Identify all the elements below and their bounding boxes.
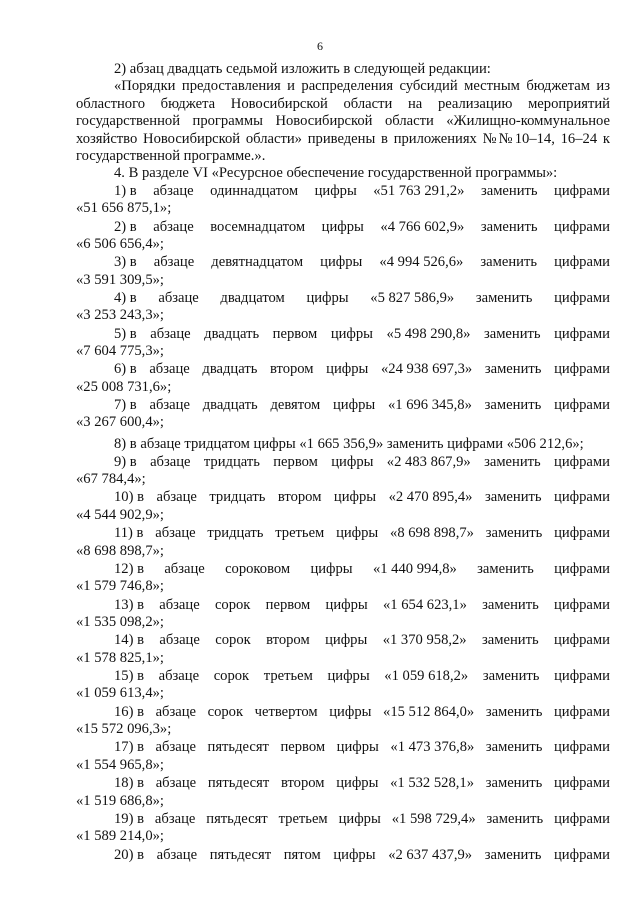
amendment-item-line (76, 454, 610, 471)
amendment-word: 13) в (114, 596, 144, 613)
amendment-word: цифры (326, 361, 369, 378)
amendment-item (76, 397, 610, 432)
amendment-word: «15 512 864,0» (383, 703, 475, 720)
amendment-item (76, 525, 610, 560)
amendment-word: тридцать (207, 525, 264, 542)
amendment-word: заменить (482, 632, 539, 649)
amendment-word: сорок (215, 632, 251, 649)
amendment-word: 17) в (114, 739, 144, 756)
amendment-word: «1 598 729,4» (391, 810, 476, 827)
amendment-item-line (76, 219, 610, 236)
amendment-item-line (76, 811, 610, 828)
amendment-item (76, 704, 610, 739)
amendment-word: втором (269, 361, 314, 378)
amendment-item-line (76, 397, 610, 414)
amendment-item-line (76, 525, 610, 542)
amendment-word: цифрами (554, 632, 610, 649)
amendment-word: цифры (321, 218, 364, 235)
amendment-word: пятьдесят (209, 846, 272, 863)
amendment-word: девятом (270, 397, 321, 414)
amendment-word: 14) в (114, 632, 144, 649)
amendment-word: цифры (329, 703, 372, 720)
amendment-word: пятом (283, 846, 321, 863)
amendment-item-line (76, 847, 610, 864)
amendment-word: четвертом (254, 703, 318, 720)
amendment-item (76, 254, 610, 289)
amendment-word: цифрами (554, 667, 610, 684)
amendment-word: восемнадцатом (210, 218, 306, 235)
amendment-word: первом (273, 453, 318, 470)
amendment-word: заменить (477, 560, 534, 577)
amendment-new-value: «15 572 096,3»; (76, 721, 172, 738)
amendment-word: абзаце (150, 453, 191, 470)
amendment-word: заменить (486, 810, 544, 827)
amendment-item (76, 290, 610, 325)
amendment-word: заменить (483, 325, 541, 342)
amendment-word: цифры (336, 739, 379, 756)
amendment-word: тридцать (203, 453, 260, 470)
amendment-word: «4 766 602,9» (380, 218, 465, 235)
amendment-word: пятьдесят (207, 775, 270, 792)
amendment-new-value: «25 008 731,6»; (76, 378, 172, 395)
amendment-word: «51 763 291,2» (373, 182, 465, 199)
amendment-word: 18) в (114, 775, 144, 792)
amendment-word: заменить (475, 289, 533, 306)
amendment-item-text: 8) в абзаце тридцатом цифры «1 665 356,9» заменить цифрами «506 212,6»; (114, 435, 584, 452)
amendment-word: абзаце (153, 254, 195, 271)
amendment-item (76, 183, 610, 218)
amendment-item-line (76, 254, 610, 271)
amendment-item-line (76, 290, 610, 307)
amendment-word: цифрами (554, 325, 610, 342)
amendment-word: втором (277, 489, 322, 506)
amendment-item-line (76, 489, 610, 506)
amendment-word: цифры (330, 325, 373, 342)
amendment-word: цифрами (554, 361, 610, 378)
amendment-new-value: «1 579 746,8»; (76, 578, 164, 595)
amendment-word: заменить (480, 182, 538, 199)
amendment-item (76, 847, 610, 864)
amendment-item-line (76, 704, 610, 721)
amendment-word: цифры (325, 632, 368, 649)
amendment-word: «2 483 867,9» (386, 453, 471, 470)
amendment-word: 4) в (114, 289, 137, 306)
amendment-new-value: «1 519 686,8»; (76, 792, 164, 809)
amendment-word: заменить (485, 703, 543, 720)
amendment-new-value: «3 267 600,4»; (76, 414, 164, 431)
amendment-word: абзаце (158, 667, 200, 684)
amendment-word: «1 654 623,1» (382, 596, 467, 613)
amendment-word: первом (272, 325, 318, 342)
amendment-item-line (76, 326, 610, 343)
amendment-word: цифры (333, 489, 377, 506)
amendment-word: «1 473 376,8» (390, 739, 475, 756)
amendment-word: абзаце (149, 397, 190, 414)
amendment-word: «1 440 994,8» (372, 560, 457, 577)
amendment-word: пятьдесят (207, 739, 269, 756)
amendment-word: втором (280, 775, 325, 792)
amendment-word: 12) в (114, 560, 144, 577)
amendment-item-line (76, 668, 610, 685)
amendment-item-line (76, 632, 610, 649)
amendment-word: 15) в (114, 667, 144, 684)
amendment-word: абзаце (155, 703, 197, 720)
amendment-word: цифры (338, 810, 381, 827)
amendment-word: 6) в (114, 361, 137, 378)
amendment-word: «1 370 958,2» (382, 632, 467, 649)
amendment-item (76, 436, 610, 453)
amendment-word: двадцать (204, 325, 260, 342)
amendment-word: абзаце (155, 525, 196, 542)
amendment-item (76, 561, 610, 596)
amendment-word: «2 637 437,9» (388, 846, 473, 863)
amendment-word: абзаце (164, 560, 205, 577)
amendment-new-value: «1 578 825,1»; (76, 649, 164, 666)
page-number: 6 (317, 39, 323, 53)
amendment-word: цифры (306, 289, 349, 306)
amendment-item-line (76, 361, 610, 378)
amendment-word: заменить (485, 525, 543, 542)
amendment-word: цифрами (554, 846, 610, 863)
amendment-word: 10) в (114, 489, 144, 506)
amendment-word: цифрами (554, 453, 610, 470)
amendment-item (76, 326, 610, 361)
amendment-item (76, 632, 610, 667)
amendment-item-line (76, 597, 610, 614)
amendment-word: заменить (484, 361, 542, 378)
amendment-new-value: «1 554 965,8»; (76, 756, 164, 773)
amendment-new-value: «3 253 243,3»; (76, 307, 164, 324)
amendment-new-value: «6 506 656,4»; (76, 235, 164, 252)
amendment-word: абзаце (150, 325, 191, 342)
amendment-word: цифрами (554, 397, 610, 414)
amendment-word: цифрами (554, 739, 610, 756)
amendment-word: третьем (278, 810, 328, 827)
amendment-word: цифры (320, 254, 363, 271)
amendment-word: абзаце (154, 810, 196, 827)
amendment-word: первом (265, 596, 311, 613)
amendment-word: цифры (336, 775, 379, 792)
amendment-word: 20) в (114, 846, 144, 863)
amendment-word: абзаце (153, 182, 194, 199)
amendment-word: цифры (327, 667, 370, 684)
amendment-word: цифры (310, 560, 353, 577)
amendment-word: «5 827 586,9» (370, 289, 455, 306)
amendment-item (76, 361, 610, 396)
amendment-item (76, 811, 610, 846)
amendment-word: третьем (263, 667, 313, 684)
amendment-word: 2) в (114, 218, 137, 235)
amendment-item (76, 454, 610, 489)
amendment-word: заменить (484, 397, 542, 414)
amendment-word: «5 498 290,8» (386, 325, 471, 342)
amendment-word: третьем (275, 525, 325, 542)
amendment-word: цифры (331, 453, 374, 470)
amendment-item-line (76, 775, 610, 792)
amendment-item (76, 597, 610, 632)
amendment-item-line (76, 739, 610, 756)
document-body (76, 61, 610, 864)
amendment-word: цифрами (554, 775, 610, 792)
amendment-new-value: «1 589 214,0»; (76, 828, 164, 845)
amendment-word: втором (266, 632, 310, 649)
amendment-word: цифры (333, 846, 376, 863)
amendment-word: 19) в (114, 810, 144, 827)
amendment-item (76, 739, 610, 774)
paragraph-amendment-intro: 2) абзац двадцать седьмой изложить в следующей редакции: (114, 61, 491, 77)
amendment-word: цифрами (554, 560, 610, 577)
amendment-word: цифры (336, 525, 379, 542)
amendment-new-value: «4 544 902,9»; (76, 506, 164, 523)
amendment-word: абзаце (158, 289, 199, 306)
amendment-word: заменить (484, 453, 541, 470)
amendment-new-value: «51 656 875,1»; (76, 200, 172, 217)
amendment-word: 5) в (114, 325, 137, 342)
amendment-item-line (76, 561, 610, 578)
amendment-word: цифрами (554, 218, 610, 235)
amendment-word: цифрами (554, 254, 610, 271)
amendment-word: «1 059 618,2» (384, 667, 469, 684)
amendment-word: 16) в (114, 703, 144, 720)
amendment-word: абзаце (149, 361, 190, 378)
amendment-word: сороковом (225, 560, 291, 577)
amendment-word: цифрами (554, 525, 610, 542)
amendment-word: «24 938 697,3» (380, 361, 473, 378)
amendment-word: абзаце (156, 489, 197, 506)
amendment-word: двадцать (202, 397, 258, 414)
amendment-new-value: «8 698 898,7»; (76, 542, 164, 559)
amendment-word: абзаце (155, 739, 196, 756)
amendment-word: цифры (325, 596, 368, 613)
amendment-word: абзаце (156, 846, 198, 863)
amendment-word: заменить (482, 596, 539, 613)
amendment-word: тридцать (209, 489, 266, 506)
amendment-word: абзаце (155, 775, 197, 792)
amendment-word: «8 698 898,7» (390, 525, 474, 542)
amendment-new-value: «7 604 775,3»; (76, 343, 164, 360)
amendment-word: цифрами (554, 182, 610, 199)
amendment-item (76, 668, 610, 703)
amendment-word: абзаце (159, 596, 200, 613)
paragraph-section-heading: 4. В разделе VI «Ресурсное обеспечение государственной программы»: (114, 165, 558, 182)
amendment-word: «1 532 528,1» (390, 775, 475, 792)
amendment-word: цифры (314, 182, 357, 199)
amendment-word: 3) в (114, 254, 137, 271)
amendment-word: заменить (480, 218, 538, 235)
amendment-word: 11) в (114, 525, 144, 542)
amendment-word: заменить (484, 489, 542, 506)
amendment-word: заменить (484, 846, 542, 863)
amendment-new-value: «3 591 309,5»; (76, 271, 164, 288)
amendment-word: цифрами (554, 703, 610, 720)
amendment-new-value: «1 535 098,2»; (76, 613, 164, 630)
amendment-new-value: «67 784,4»; (76, 471, 146, 488)
amendment-word: абзаце (153, 218, 194, 235)
amendment-item (76, 219, 610, 254)
paragraph-quoted-text: «Порядки предоставления и распределения субсидий местным бюджетам из областного бюджета Новосибирской области на реализацию мероприятий государственной программы Новосибирской области «Жилищно-коммунальное хозяйство Новосибирской области» приведены в приложениях №№10–14, 16–24 к государственной программе.». (76, 78, 610, 165)
amendment-word: «2 470 895,4» (388, 489, 473, 506)
amendment-word: заменить (482, 667, 540, 684)
amendment-word: пятьдесят (206, 810, 268, 827)
amendment-item-line (76, 183, 610, 200)
amendment-item (76, 775, 610, 810)
amendment-word: двадцатом (220, 289, 285, 306)
amendment-word: сорок (213, 667, 250, 684)
amendment-word: абзаце (159, 632, 200, 649)
amendment-word: 9) в (114, 453, 137, 470)
amendment-word: «1 696 345,8» (387, 397, 472, 414)
amendment-word: заменить (485, 775, 543, 792)
amendment-word: двадцать (202, 361, 258, 378)
amendment-word: «4 994 526,6» (379, 254, 464, 271)
amendment-word: одиннадцатом (210, 182, 299, 199)
amendment-word: заменить (480, 254, 538, 271)
amendment-word: цифрами (554, 596, 610, 613)
amendment-item (76, 489, 610, 524)
amendment-new-value: «1 059 613,4»; (76, 685, 164, 702)
amendment-word: 7) в (114, 397, 137, 414)
amendment-word: сорок (214, 596, 251, 613)
amendment-word: цифрами (554, 489, 610, 506)
amendment-word: 1) в (114, 182, 137, 199)
amendment-word: первом (280, 739, 326, 756)
amendment-word: цифры (333, 397, 376, 414)
amendment-word: девятнадцатом (211, 254, 304, 271)
amendment-word: цифрами (554, 810, 610, 827)
amendment-list (76, 183, 610, 864)
amendment-word: сорок (207, 703, 244, 720)
amendment-word: цифрами (554, 289, 610, 306)
amendment-word: заменить (485, 739, 543, 756)
